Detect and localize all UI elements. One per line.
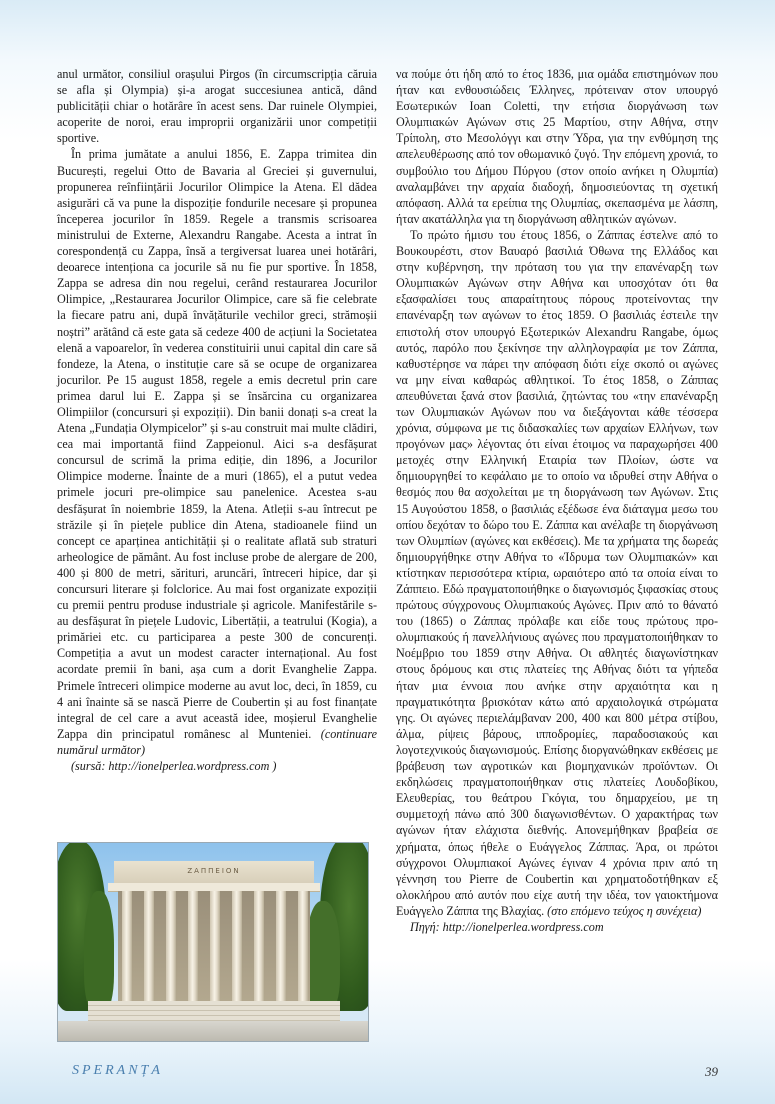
right-paragraph-2-text: Το πρώτο ήμισυ του έτους 1856, ο Ζάππας έστελνε από το Βουκουρέστι, στον Βαυαρό βασιλιά Όθωνα της Ελλάδος και στην κυβέρνηση, την πρόταση του για την επανέναρξη των Ολυμπιακών Αγώνων στην Αθήνα και υποσχόταν ότι θα εξασφαλίσει τους απαραίτητους πόρους προτείνοντας την επανέναρξη των αγώνων το έτος 1859. Ο βασιλιάς έστειλε την επιστολή στον υπουργό Εξωτερικών Alexandru Rangabe, όμως αυτός, παρόλο που ξεκίνησε την αλληλογραφία με τον Ζάππα, καθυστέρησε να πάρει την απόφαση διότι είχε σκοπό οι αγώνες να μην είναι καθαρώς αθλητικοί. Το έτος 1858, ο Ζάππας απευθύνεται ξανά στον βασιλιά, ζητώντας του «την επανέναρξη των Ολυμπιακών Αγώνων που να διεξάγονται κάθε τέσσερα χρόνια, σύμφωνα με τις διδασκαλίες των αρχαίων Ελλήνων, των προγόνων μας» λέγοντας ότι είναι έτοιμος να παραχωρήσει 400 μετοχές στην Ελληνική Εταιρία των Πλοίων, ώστε να δημιουργηθεί το κεφάλαιο με το οποίο να ιδρυθεί στην Αθήνα ο θεσμός που θα ασχολείται με τη διοργάνωση των Αγώνων. Στις 15 Αυγούστου 1858, ο βασιλιάς εξέδωσε ένα διάταγμα μεσω του οπίου δεχόταν το δώρο του Ε. Ζάππα και ανέλαβε τη διοργάνωση των Ολυμπίων (αγώνες και εκθέσεις). Με τα χρήματα της δωρεάς δημιουργήθηκε στην Αθήνα το «Ίδρυμα των Ολυμπιακών» και κτίστηκαν περισσότερα κτίρια, ωραιότερο από τα οποία είναι το Ζάππειο. Εδώ πραγματοποιήθηκε ο διαγωνισμός ξιφασκίας στους πρώτους σύγχρονους Ολυμπιακούς Αγώνες. Πριν από το θάνατό του (1865) ο Ζάππας πρόλαβε και είδε τους πρώτους προ-ολυμπιακούς ή πανελλήνιους αγώνες που πραγματοποιήθηκαν το Νοέμβριο του 1859 στην Αθήνα. Οι αθλητές διαγωνίστηκαν στους δρόμους και στις πλατείες της Αθήνας διότι τα γήπεδα ήταν μια έννοια που ανήκε στην αρχαιότητα και η πραγματικότητα βρισκόταν κάτω από αρχαιολογικά στρώματα γης. Οι αγώνες περιελάμβαναν 200, 400 και 800 μέτρα στίβου, άλμα, ρίψεις βάρους, ιπποδρομίες, παραδοσιακούς και λογοτεχνικούς διαγωνισμούς. Επίσης διοργανώθηκαν εκθέσεις με βράβευση των αγροτικών και βιομηχανικών προϊόντων. Οι εκδηλώσεις πραγματοποιήθηκαν στις πλατείες Λουδοβίκου, Ελευθερίας, του θεάτρου Γκόγια, του δημαρχείου, με τη συμμετοχή πάνω από 300 διαγωνισθέντων. Ο χαρακτήρας των αγώνων ήταν ελάχιστα διεθνής. Απονεμήθηκαν βραβεία σε χρήματα, όπως ήθελε ο Ευάγγελος Ζάππας. Άρα, οι πρώτοι σύγχρονοι Ολυμπιακοί Αγώνες έγιναν 4 χρόνια πριν από τη γέννηση του Pierre de Coubertin και χρηματοδοτήθηκαν εξ ολοκλήρου από αυτόν που είχε αυτή την ιδέα, τον γαιοκτήμονα Ευάγγελο Ζάππα της Βλαχίας. bbox=[396, 227, 718, 918]
right-paragraph-2 bbox=[396, 227, 718, 919]
magazine-title: SPERANȚA bbox=[72, 1063, 163, 1078]
right-source-note: Πηγή: http://ionelperlea.wordpress.com bbox=[410, 919, 604, 934]
building-column bbox=[144, 891, 154, 1001]
zappeion-photo bbox=[57, 842, 369, 1042]
tree-left-inner bbox=[84, 891, 114, 1011]
building-column bbox=[188, 891, 198, 1001]
building-column bbox=[276, 891, 286, 1001]
right-column bbox=[396, 66, 718, 935]
left-continuation-note: (continuare numărul următor) bbox=[57, 726, 377, 757]
building-column bbox=[210, 891, 220, 1001]
left-column bbox=[57, 66, 377, 774]
building-inscription: ΖΑΠΠΕΙΟΝ bbox=[187, 867, 241, 875]
right-continuation-note: (στο επόμενο τεύχος η συνέχεια) bbox=[547, 903, 702, 918]
building-column bbox=[232, 891, 242, 1001]
building-steps bbox=[88, 1001, 340, 1021]
building-column bbox=[122, 891, 132, 1001]
left-paragraph-2 bbox=[57, 146, 377, 758]
plaza-ground bbox=[58, 1021, 368, 1041]
building-column bbox=[254, 891, 264, 1001]
left-paragraph-2-text: În prima jumătate a anului 1856, E. Zappa trimitea din București, regelui Otto de Bavaria al Greciei și guvernului, propunerea reînființării Jocurilor Olimpice la Atena. El dădea asigurări că va pune la dispoziție fondurile necesare și propunea începerea jocurilor în 1859. Regele a transmis scrisoarea ministrului de Externe, Alexandru Rangabe. Acesta a intrat în corespondență cu Zappa, însă a tergiversat luarea unei hotărâri, deoarece intenționa ca jocurile să nu fie pur sportive. În 1858, Zappa se adresa din nou regelui, cerând restaurarea Jocurilor Olimpice, „Restaurarea Jocurilor Olimpice, care să fie celebrate la fiecare patru ani, după învățăturile vechilor greci, strămoșii noștri” arătând că este gata să cedeze 400 de acțiuni la Societatea elenă a vapoarelor, în vederea constituirii unui capital din care să fondeze, la Atena, o instituție care să se ocupe de organizarea jocurilor. Pe 15 august 1858, regele a emis decretul prin care primea darul lui E. Zappa și se însărcina cu organizarea Olimpiilor (concursuri și expoziții). Din banii donați s-a creat la Atena „Fundația Olympicelor” și s-au construit mai multe clădiri, cea mai importantă fiind Zappeionul. Aici s-a desfășurat concursul de scrimă la prima ediție, din 1896, a Jocurilor Olimpice moderne. Înainte de a muri (1865), el a putut vedea primele jocuri pre-olimpice sau panelenice. Acestea s-au desfășurat în noiembrie 1859, la Atena. Atleții s-au întrecut pe străzile și în piețele publice din Atena, stadioanele fiind un concept ce aparținea antichității și o realitate aflată sub straturi arheologice de pământ. Au fost incluse probe de alergare de 200, 400 și 800 de metri, sărituri, aruncări, întreceri hipice, dar și concursuri literare și folclorice. Au mai fost organizate expoziții cu premii pentru produse industriale și agricole. Manifestările s-au desfășurat în piețele Ludovic, Libertății, a teatrului (Kogia), a primăriei etc. cu participarea a peste 300 de concurenți. Competiția a avut un modest caracter internațional. Au fost acordate premii în bani, așa cum a dorit Evanghelie Zappa. Primele întreceri olimpice moderne au avut loc, deci, în 1859, cu 4 ani înainte să se nască Pierre de Coubertin și au fost finanțate integral de cel care a avut această idee, moșierul Evanghelie Zappa din principatul românesc al Munteniei. bbox=[57, 147, 377, 741]
left-paragraph-1: anul următor, consiliul orașului Pirgos (în circumscripția căruia se afla și Olympia) și-a arogat succesiunea antică, dând publicității chiar o hotărâre în acest sens. Dar ruinele Olympiei, acoperite de noroi, erau improprii organizării unor competiții sportive. bbox=[57, 67, 377, 146]
building-column bbox=[298, 891, 308, 1001]
left-source-note: (sursă: http://ionelperlea.wordpress.com ) bbox=[71, 759, 277, 774]
building-column bbox=[166, 891, 176, 1001]
right-paragraph-1: να πούμε ότι ήδη από το έτος 1836, μια ομάδα επιστημόνων που ήταν και ενθουσιώδεις Έλληνες, πρότειναν στον υπουργό Εσωτερικών Ioan Coletti, την ετήσια διοργάνωση των Ολυμπιακών Αγώνων στις 25 Μαρτίου, στην Αθήνα, στην Τρίπολη, στο Μεσολόγγι και στην Ύδρα, για την ενθύμηση της απελευθέρωσης από τον οθωμανικό ζυγό. Την επόμενη χρονιά, το συμβούλιο του Δήμου Πύργου (στον οποίο ανήκει η Ολυμπία) αναλαμβάνει την αρχαία διαδοχή, δημοσιεύοντας τη σχετική απόφαση. Αλλά τα ερείπια της Ολυμπίας, σκεπασμένα με λάσπη, ήταν ακατάλληλα για τη διοργάνωση αθλητικών αγώνων. bbox=[396, 67, 718, 226]
page-number: 39 bbox=[705, 1064, 718, 1079]
tree-right-inner bbox=[306, 901, 340, 1011]
